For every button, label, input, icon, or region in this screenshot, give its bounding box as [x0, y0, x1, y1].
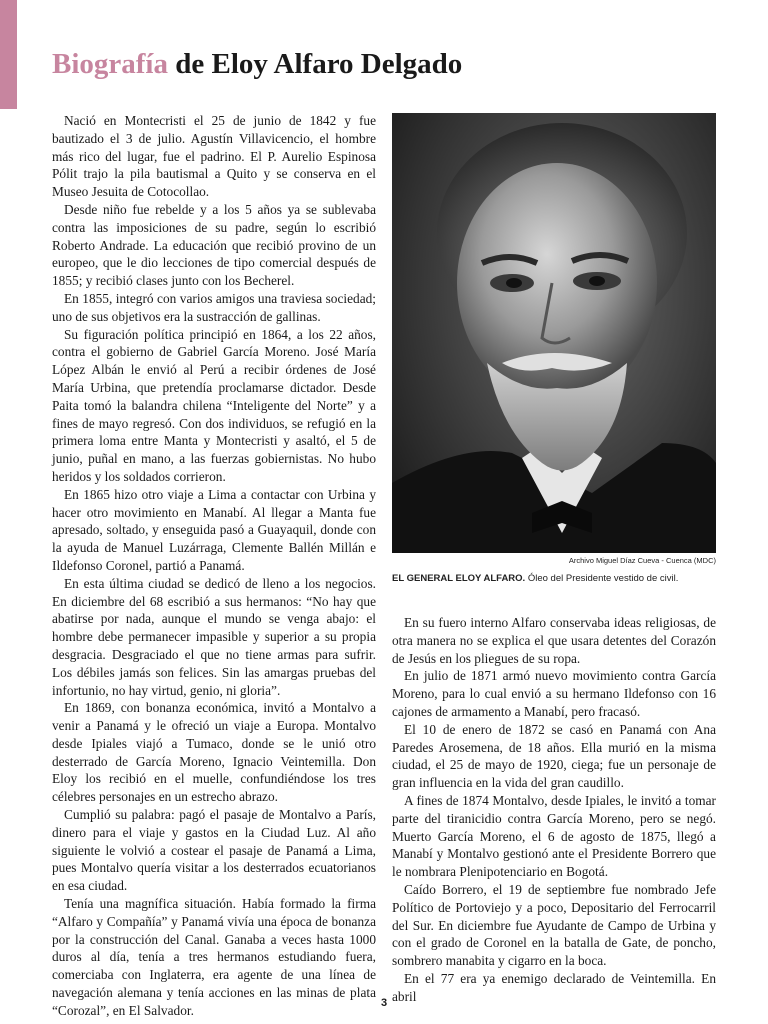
paragraph: En 1865 hizo otro viaje a Lima a contactar con Urbina y hacer otro movimiento en Manabí. Al llegar a Manta fue apresado, soltado, y enseguida pasó a Guayaquil, donde con la ayuda de Manuel Luzárraga, Clemente Ballén Millán e Ildefonso Coronel, partió a Panamá. — [52, 486, 376, 573]
caption-text: Óleo del Presidente vestido de civil. — [525, 573, 679, 584]
paragraph: Tenía una magnífica situación. Había formado la firma “Alfaro y Compañía” y Panamá vivía una época de bonanza por la construcción del Canal. Ganaba a veces hasta 1000 duros al día, tenía a tres hermanos estudiando fuera, comerciaba con Inglaterra, era agente de una línea de navegación alemana y tenía acciones en las minas de plata “Corozal”, en El Salvador. — [52, 896, 376, 1018]
paragraph: Cumplió su palabra: pagó el pasaje de Montalvo a París, dinero para el viaje y gastos en la Ciudad Luz. Al año siguiente le volvió a costear el pasaje de Panamá a Lima, pues Montalvo quería visitar a los desterrados ecuatorianos en esa ciudad. — [52, 807, 376, 894]
paragraph: En el 77 era ya enemigo declarado de Veintemilla. En abril — [392, 970, 716, 1004]
paragraph: En 1855, integró con varios amigos una traviesa sociedad; uno de sus objetivos era la sustracción de gallinas. — [52, 290, 376, 324]
title-accent-word: Biografía — [52, 48, 168, 80]
paragraph: En julio de 1871 armó nuevo movimiento contra García Moreno, para lo cual envió a su hermano Ildefonso con 16 cajones de armamento a Manabí, pero fracasó. — [392, 668, 716, 719]
portrait-illustration — [392, 113, 716, 553]
paragraph: A fines de 1874 Montalvo, desde Ipiales, le invitó a tomar parte del tiranicidio contra García Moreno, pero se negó. Muerto García Moreno, el 6 de agosto de 1875, llegó a Manabí y Montalvo gestionó ante el Presidente Borrero que le nombrara Plenipotenciario en Bogotá. — [392, 792, 716, 880]
paragraph: Nació en Montecristi el 25 de junio de 1842 y fue bautizado el 3 de julio. Agustín Villavicencio, el hombre más rico del lugar, fue el padrino. El P. Aurelio Espinosa Pólit trajo la pila bautismal a Quito y se conserva en el Museo Jesuita de Cotocollao. — [52, 113, 376, 200]
page-title — [52, 44, 462, 84]
paragraph: Su figuración política principió en 1864, a los 22 años, contra el gobierno de Gabriel García Moreno. José María López Albán le envió al Perú a recibir órdenes de José María Urbina, que pretendía proclamarse dictador. Desde Paita tomó la balandra chilena “Inteligente del Norte” y a fines de mayo regresó. Con dos individuos, se refugió en la primera loma entre Manta y Montecristi y asaltó, el 5 de junio, puñal en mano, a las fuerzas gobiernistas. No hubo heridos y los soldados corrieron. — [52, 326, 376, 484]
caption-title: EL GENERAL ELOY ALFARO. — [392, 573, 526, 584]
paragraph: En esta última ciudad se dedicó de lleno a los negocios. En diciembre del 68 escribió a sus hermanos: “No hay que abatirse por nada, aunque el mundo se venga abajo: el hombre debe permanecer impasible y superior a su propia desgracia. Desgraciado el que no tiene armas para sufrir. Los débiles jamás son felices. Sin las amargas pruebas del infortunio, no hay virtud, genio, ni gloria”. — [52, 575, 376, 698]
paragraph: Desde niño fue rebelde y a los 5 años ya se sublevaba contra las imposiciones de su padre, según lo escribió Roberto Andrade. La educación que recibió provino de un europeo, que le dio lecciones de tipo comercial después de 1855; y recibió clases junto con los Becherel. — [52, 201, 376, 289]
photo-caption — [392, 572, 716, 585]
portrait-photo — [392, 113, 716, 553]
paragraph: Caído Borrero, el 19 de septiembre fue nombrado Jefe Político de Portoviejo y a poco, Depositario del Ferrocarril del Sur. En diciembre fue Ayudante de Campo de Urbina y con el grado de Coronel en la batalla de Gate, de poncho, sombrero manabita y cigarro en la boca. — [392, 881, 716, 969]
title-rest: de Eloy Alfaro Delgado — [175, 48, 463, 80]
paragraph: En su fuero interno Alfaro conservaba ideas religiosas, de otra manera no se explica el que usara detentes del Corazón de Jesús en los pliegues de su ropa. — [392, 615, 716, 666]
paragraph: El 10 de enero de 1872 se casó en Panamá con Ana Paredes Arosemena, de 18 años. Ella murió en la misma ciudad, el 25 de mayo de 1920, ciega; fue un personaje de gran influencia en la vida del gran caudillo. — [392, 721, 716, 791]
left-text-column — [52, 112, 376, 1020]
paragraph: En 1869, con bonanza económica, invitó a Montalvo a venir a Panamá y le ofreció un viaje a Europa. Montalvo desde Ipiales viajó a Tumaco, donde se le unió otro desterrado de García Moreno, Ignacio Veintemilla. Don Eloy los recibió en el muelle, confundiéndose los tres célebres personajes en un estrecho abrazo. — [52, 700, 376, 805]
section-color-tab — [0, 0, 17, 109]
page-number: 3 — [380, 997, 388, 1009]
photo-credit: Archivo Miguel Díaz Cueva - Cuenca (MDC) — [568, 556, 716, 565]
right-text-column — [392, 614, 716, 1006]
